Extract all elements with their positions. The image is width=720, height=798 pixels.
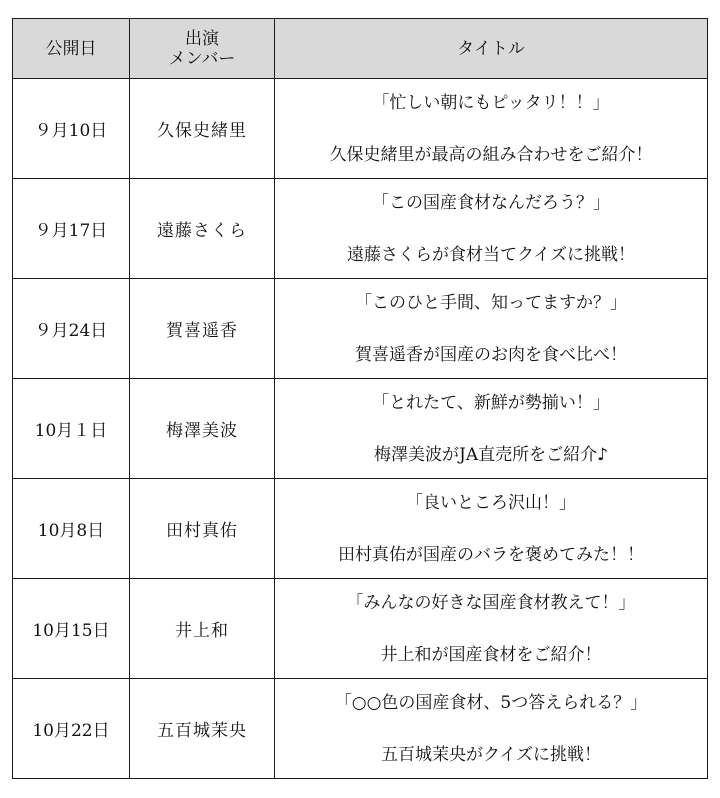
title-description: 久保史緒里が最高の組み合わせをご紹介！ xyxy=(329,144,653,165)
table-row xyxy=(13,179,708,279)
release-date: 10月１日 xyxy=(13,379,130,479)
release-date: ９月17日 xyxy=(13,179,130,279)
title-catchphrase: 「良いところ沢山！」 xyxy=(406,492,576,513)
member-name: 遠藤さくら xyxy=(130,179,275,279)
table-row xyxy=(13,579,708,679)
episode-title xyxy=(275,279,708,379)
title-catchphrase: 「このひと手間、知ってますか？」 xyxy=(355,292,627,313)
member-name: 五百城茉央 xyxy=(130,679,275,779)
member-name: 梅澤美波 xyxy=(130,379,275,479)
release-date: 10月8日 xyxy=(13,479,130,579)
title-catchphrase: 「忙しい朝にもピッタリ！！」 xyxy=(372,92,610,113)
release-date: ９月24日 xyxy=(13,279,130,379)
episode-title xyxy=(275,579,708,679)
header-member xyxy=(130,19,275,79)
title-description: 賀喜遥香が国産のお肉を食べ比べ！ xyxy=(355,344,627,365)
title-catchphrase: 「この国産食材なんだろう？」 xyxy=(372,192,610,213)
header-member-line2: メンバー xyxy=(168,48,236,69)
release-date: 10月22日 xyxy=(13,679,130,779)
title-description: 五百城茉央がクイズに挑戦！ xyxy=(381,744,601,765)
member-name: 賀喜遥香 xyxy=(130,279,275,379)
episode-title xyxy=(275,79,708,179)
table-row xyxy=(13,679,708,779)
title-catchphrase: 「とれたて、新鮮が勢揃い！」 xyxy=(372,392,610,413)
episode-title xyxy=(275,479,708,579)
schedule-table xyxy=(12,18,708,779)
header-title: タイトル xyxy=(275,19,708,79)
title-description: 井上和が国産食材をご紹介！ xyxy=(380,644,602,665)
title-description: 梅澤美波がJA直売所をご紹介♪ xyxy=(374,444,608,465)
release-date: 10月15日 xyxy=(13,579,130,679)
table-row xyxy=(13,79,708,179)
member-name: 久保史緒里 xyxy=(130,79,275,179)
episode-title xyxy=(275,679,708,779)
title-description: 田村真佑が国産のバラを褒めてみた！！ xyxy=(338,544,644,565)
table-row xyxy=(13,379,708,479)
title-description: 遠藤さくらが食材当てクイズに挑戦！ xyxy=(347,244,635,265)
member-name: 井上和 xyxy=(130,579,275,679)
header-date: 公開日 xyxy=(13,19,130,79)
header-row xyxy=(13,19,708,79)
episode-title xyxy=(275,379,708,479)
title-catchphrase: 「みんなの好きな国産食材教えて！」 xyxy=(346,592,636,613)
header-member-line1: 出演 xyxy=(185,28,219,49)
episode-title xyxy=(275,179,708,279)
table-row xyxy=(13,279,708,379)
title-catchphrase: 「○○色の国産食材、5つ答えられる？」 xyxy=(334,692,648,713)
member-name: 田村真佑 xyxy=(130,479,275,579)
table-row xyxy=(13,479,708,579)
release-date: ９月10日 xyxy=(13,79,130,179)
